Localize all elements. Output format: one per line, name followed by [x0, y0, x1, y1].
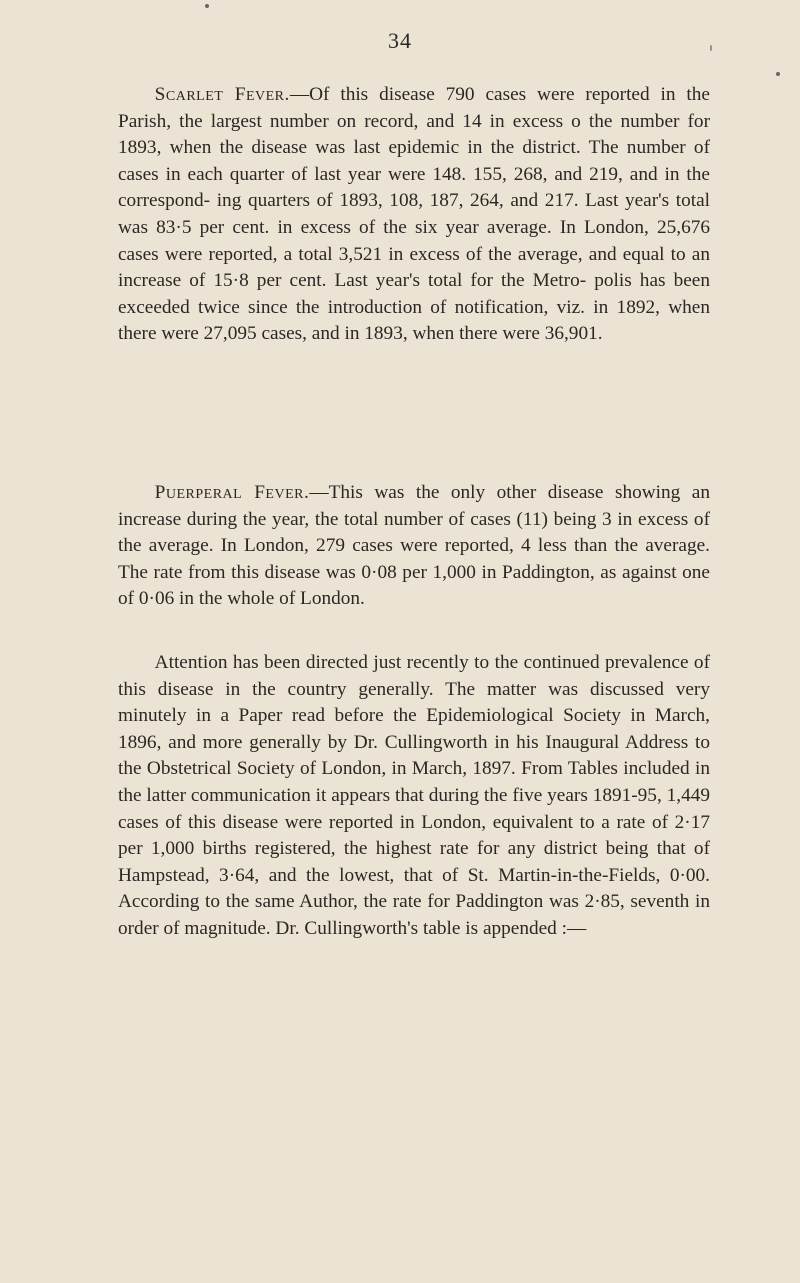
paper-speck — [710, 45, 712, 51]
paper-speck — [205, 4, 209, 8]
attention-paragraph — [118, 650, 710, 943]
page-number: 34 — [388, 28, 412, 53]
puerperal-fever-heading: Puerperal Fever. — [154, 482, 310, 503]
puerperal-fever-text: —This was the only other disease showing an increase during the year, the total number of cases (11) being 3 in excess of the average. In London, 279 cases were reported, 4 less than the average. The rate from this disease was 0·08 per 1,000 in Paddington, as against one of 0·06 in the whole of London. — [118, 482, 710, 610]
scarlet-fever-text: —Of this disease 790 cases were reported in the Parish, the largest number on record, and 14 in excess o the number for 1893, when the disease was last epidemic in the district. The number of cases in each quarter of last year were 148. 155, 268, and 219, and in the correspond- ing quarters of 1893, 108, 187, 264, and 217. Last year's total was 83·5 per cent. in excess of the six year average. In London, 25,676 cases were reported, a total 3,521 in excess of the average, and equal to an increase of 15·8 per cent. Last year's total for the Metro- polis has been exceeded twice since the introduction of notification, viz. in 1892, when there were 27,095 cases, and in 1893, when there were 36,901. — [118, 84, 710, 345]
puerperal-fever-paragraph — [118, 480, 710, 613]
scarlet-fever-heading: Scarlet Fever. — [154, 84, 290, 105]
paper-speck — [776, 72, 780, 76]
scarlet-fever-paragraph — [118, 82, 710, 348]
attention-paragraph-text: Attention has been directed just recently to the continued prevalence of this disease in the country generally. The matter was discussed very minutely in a Paper read before the Epidemiological Society in March, 1896, and more generally by Dr. Cullingworth in his Inaugural Address to the Obstetrical Society of London, in March, 1897. From Tables included in the latter communication it appears that during the five years 1891-95, 1,449 cases of this disease were reported in London, equivalent to a rate of 2·17 per 1,000 births registered, the highest rate for any district being that of Hampstead, 3·64, and the lowest, that of St. Martin-in-the-Fields, 0·00. According to the same Author, the rate for Paddington was 2·85, seventh in order of magnitude. Dr. Cullingworth's table is appended :— — [118, 652, 710, 939]
